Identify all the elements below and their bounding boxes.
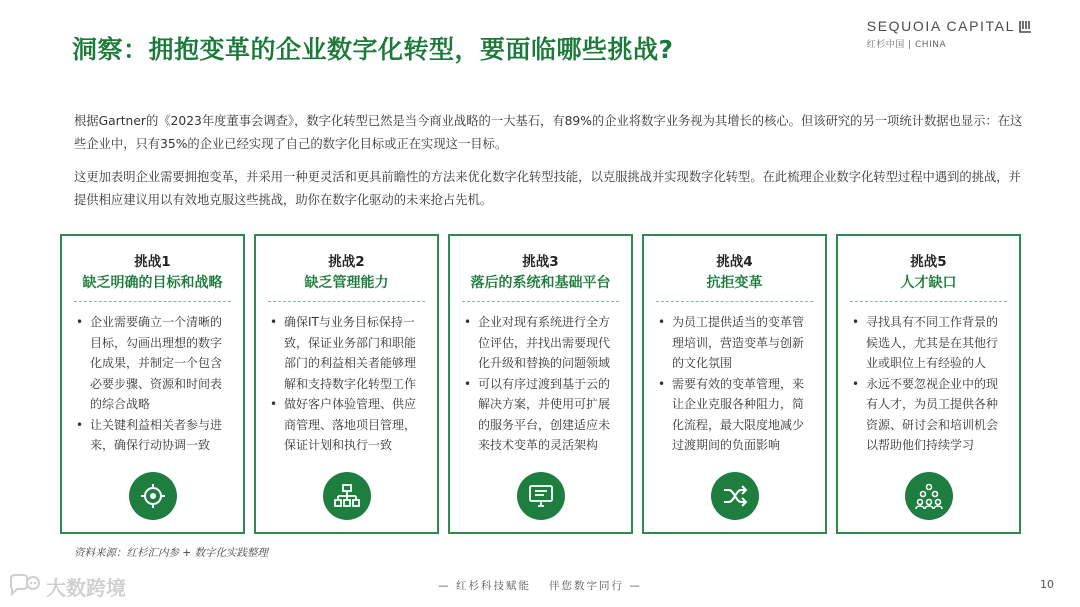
challenge-points (644, 302, 825, 456)
shuffle-icon (711, 472, 759, 520)
footer-slogan (0, 578, 1080, 593)
brand-logo-block (867, 18, 1032, 50)
challenge-card-4 (642, 234, 827, 534)
list-item: • 为员工提供适当的变革管理培训，营造变革与创新的文化氛围 (658, 312, 813, 374)
challenge-card-1 (60, 234, 245, 534)
page-number: 10 (1040, 578, 1054, 591)
challenge-number: 挑战3 (522, 254, 559, 270)
brand-name: SEQUOIA CAPITAL (866, 18, 1015, 34)
intro-paragraph-1: 根据Gartner的《2023年度董事会调查》，数字化转型已然是当今商业战略的一大基石，有89%的企业将数字业务视为其增长的核心。但该研究的另一项统计数据也显示：在这些企业中，只有35%的企业已经实现了自己的数字化目标或正在实现这一目标。 (74, 114, 1023, 151)
list-item: • 做好客户体验管理、供应商管理、落地项目管理，保证计划和执行一致 (270, 394, 425, 456)
watermark-text: 大数跨境 (46, 576, 126, 600)
sequoia-logo-icon (1019, 20, 1032, 33)
challenge-title: 抗拒变革 (706, 275, 763, 291)
challenge-number: 挑战5 (910, 254, 947, 270)
challenge-card-3 (448, 234, 633, 534)
challenge-title: 缺乏明确的目标和战略 (82, 275, 223, 291)
watermark (8, 572, 126, 601)
footer-slogan-left: — 红杉科技赋能 (438, 580, 531, 592)
challenge-points (62, 302, 243, 456)
challenge-points (256, 302, 437, 456)
monitor-icon (517, 472, 565, 520)
challenge-points (450, 302, 631, 456)
challenge-number: 挑战4 (716, 254, 753, 270)
list-item: • 企业需要确立一个清晰的目标，勾画出理想的数字化成果，并制定一个包含必要步骤、资源和时间表的综合战略 (76, 312, 231, 415)
list-item: • 企业对现有系统进行全方位评估，并找出需要现代化升级和替换的问题领域 (464, 312, 619, 374)
chat-bubble-icon (8, 574, 42, 600)
challenge-cards (60, 234, 1021, 534)
intro-paragraph-2: 这更加表明企业需要拥抱变革，并采用一种更灵活和更具前瞻性的方法来优化数字化转型技能，以克服挑战并实现数字化转型。在此梳理企业数字化转型过程中遇到的挑战，并提供相应建议用以有效地克服这些挑战，助你在数字化驱动的未来抢占先机。 (74, 170, 1021, 207)
page-title: 洞察：拥抱变革的企业数字化转型，要面临哪些挑战? (72, 35, 674, 64)
challenge-points (838, 302, 1019, 456)
list-item: • 永远不要忽视企业中的现有人才，为员工提供各种资源、研讨会和培训机会以帮助他们持续学习 (852, 374, 1007, 456)
list-item: • 需要有效的变革管理，来让企业克服各种阻力，简化流程，最大限度地减少过渡期间的负面影响 (658, 374, 813, 456)
list-item: • 让关键利益相关者参与进来，确保行动协调一致 (76, 415, 231, 456)
source-note: 资料来源：红杉汇内参 + 数字化实践整理 (74, 547, 268, 559)
challenge-number: 挑战1 (134, 254, 171, 270)
brand-subtitle: 红杉中国 | CHINA (866, 40, 947, 50)
footer-slogan-right: 伴您数字同行 — (549, 580, 642, 592)
challenge-title: 落后的系统和基础平台 (470, 275, 611, 291)
challenge-card-2 (254, 234, 439, 534)
org-chart-icon (323, 472, 371, 520)
list-item: • 寻找具有不同工作背景的候选人，尤其是在其他行业或职位上有经验的人 (852, 312, 1007, 374)
list-item: • 可以有序过渡到基于云的解决方案，并使用可扩展的服务平台，创建适应未来技术变革的灵活架构 (464, 374, 619, 456)
people-group-icon (905, 472, 953, 520)
list-item: • 确保IT与业务目标保持一致，保证业务部门和职能部门的利益相关者能够理解和支持数字化转型工作 (270, 312, 425, 394)
target-icon (129, 472, 177, 520)
challenge-title: 人才缺口 (900, 275, 957, 291)
challenge-number: 挑战2 (328, 254, 365, 270)
challenge-title: 缺乏管理能力 (304, 275, 389, 291)
challenge-card-5 (836, 234, 1021, 534)
